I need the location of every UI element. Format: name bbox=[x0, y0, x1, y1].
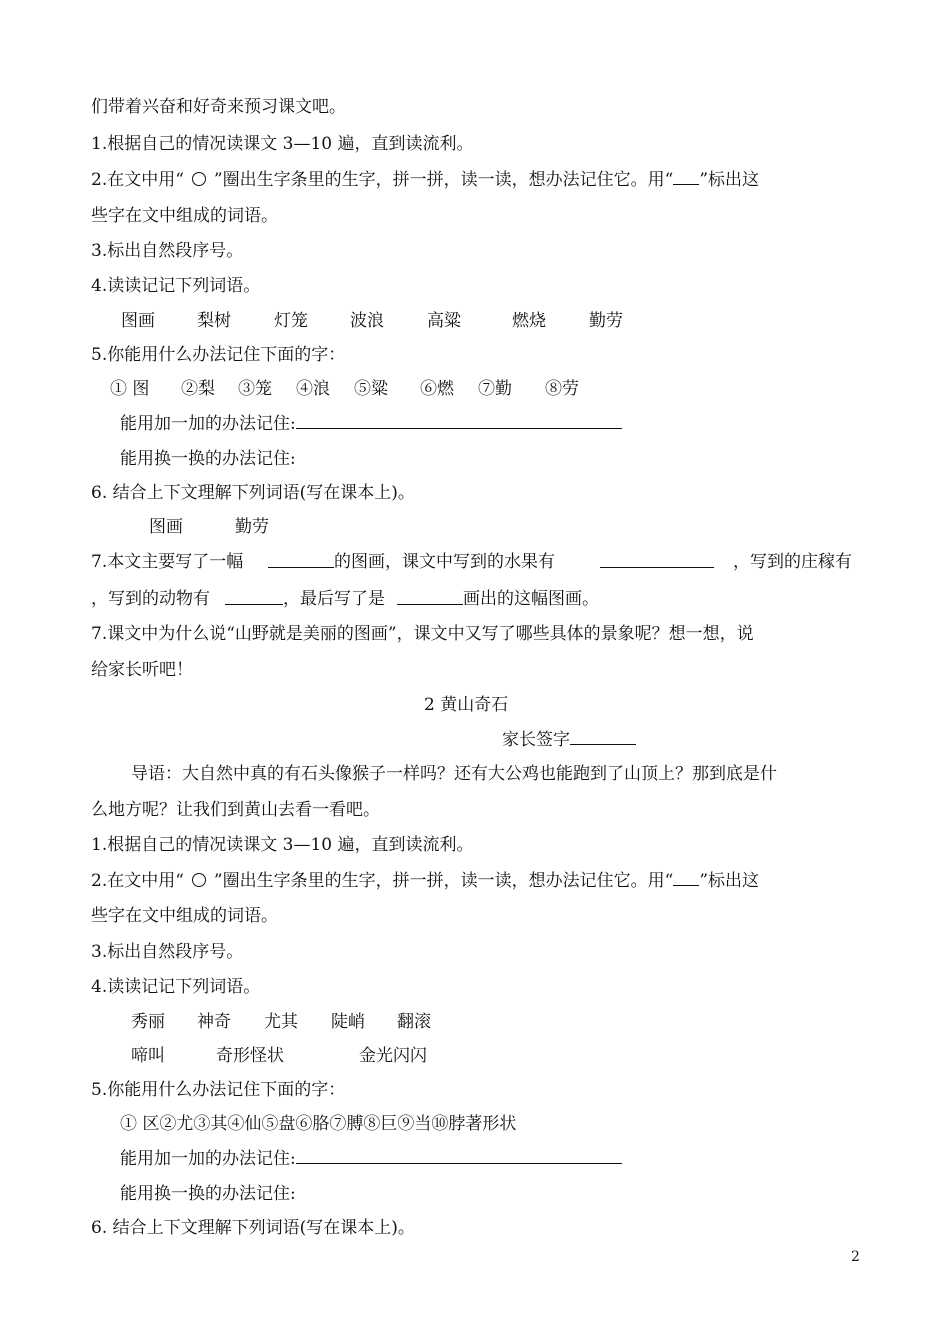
char-item: ⑥燃 bbox=[420, 379, 454, 399]
word-item: 金光闪闪 bbox=[359, 1046, 427, 1066]
s2-question-5: 5.你能用什么办法记住下面的字： bbox=[91, 1080, 346, 1100]
word-item: 尤其 bbox=[264, 1012, 298, 1032]
underline-icon bbox=[673, 871, 699, 886]
s1-question-6: 6. 结合上下文理解下列词语(写在课本上)。 bbox=[91, 483, 415, 503]
s1-question-7 bbox=[0, 551, 950, 573]
s1-q2-part-b: ”圈出生字条里的生字，拼一拼，读一读，想办法记住它。用“ bbox=[213, 170, 674, 190]
s2-char-list: ① 区②尤③其④仙⑤盘⑥胳⑦膊⑧巨⑨当⑩脖著形状 bbox=[120, 1114, 517, 1134]
word-item: 奇形怪状 bbox=[216, 1046, 284, 1066]
q7-part-a: 7.本文主要写了一幅 bbox=[91, 552, 244, 572]
s2-question-2 bbox=[91, 870, 759, 892]
s2-q2-part-a: 2.在文中用“ bbox=[91, 871, 184, 891]
char-item: ④浪 bbox=[296, 379, 330, 399]
s2-intro-cont: 么地方呢？让我们到黄山去看一看吧。 bbox=[91, 800, 380, 820]
s2-q2-part-c: ”标出这 bbox=[699, 871, 760, 891]
word-item: 高粱 bbox=[427, 311, 461, 331]
s2-add-method bbox=[120, 1148, 622, 1170]
s1-q2-part-c: ”标出这 bbox=[699, 170, 760, 190]
word-item: 图画 bbox=[149, 517, 183, 537]
word-item: 啼叫 bbox=[131, 1046, 165, 1066]
char-item: ②梨 bbox=[181, 379, 215, 399]
char-item: ⑤粱 bbox=[354, 379, 388, 399]
q7-part-b: 的图画，课文中写到的水果有 bbox=[334, 552, 555, 572]
s2-question-6: 6. 结合上下文理解下列词语(写在课本上)。 bbox=[91, 1218, 415, 1238]
word-item: 勤劳 bbox=[589, 311, 623, 331]
parent-sign-label: 家长签字 bbox=[502, 730, 570, 750]
word-item: 秀丽 bbox=[131, 1012, 165, 1032]
s1-question-4: 4.读读记记下列词语。 bbox=[91, 276, 261, 296]
s1-question-5: 5.你能用什么办法记住下面的字： bbox=[91, 345, 346, 365]
circle-icon bbox=[192, 172, 206, 186]
word-item: 梨树 bbox=[197, 311, 231, 331]
underline-icon bbox=[673, 170, 699, 185]
add-method-label: 能用加一加的办法记住: bbox=[120, 414, 296, 434]
answer-blank[interactable] bbox=[268, 553, 334, 568]
answer-blank[interactable] bbox=[296, 414, 622, 429]
char-item: ① 图 bbox=[110, 379, 150, 399]
s2-question-1: 1.根据自己的情况读课文 3—10 遍，直到读流利。 bbox=[91, 835, 474, 855]
s1-question-8-cont: 给家长听吧！ bbox=[91, 660, 193, 680]
answer-blank[interactable] bbox=[296, 1149, 622, 1164]
word-item: 灯笼 bbox=[274, 311, 308, 331]
s2-question-4: 4.读读记记下列词语。 bbox=[91, 977, 261, 997]
q7-part-c: ，写到的庄稼有 bbox=[733, 552, 852, 572]
s2-q2-part-b: ”圈出生字条里的生字，拼一拼，读一读，想办法记住它。用“ bbox=[213, 871, 674, 891]
answer-blank[interactable] bbox=[397, 590, 463, 605]
s2-intro: 导语：大自然中真的有石头像猴子一样吗？还有大公鸡也能跑到了山顶上？那到底是什 bbox=[131, 764, 777, 784]
intro-tail: 们带着兴奋和好奇来预习课文吧。 bbox=[91, 97, 346, 117]
q7-part-f: 画出的这幅图画。 bbox=[463, 589, 599, 609]
signature-blank[interactable] bbox=[570, 730, 636, 745]
s2-word-list-2 bbox=[0, 1045, 950, 1067]
q7-part-e: ，最后写了是 bbox=[283, 589, 385, 609]
word-item: 图画 bbox=[121, 311, 155, 331]
s1-question-7-cont bbox=[0, 588, 950, 610]
word-item: 勤劳 bbox=[235, 517, 269, 537]
word-item: 燃烧 bbox=[512, 311, 546, 331]
lesson-title: 2 黄山奇石 bbox=[424, 695, 509, 715]
char-item: ⑧劳 bbox=[545, 379, 579, 399]
s1-question-2 bbox=[91, 169, 759, 191]
s1-question-8: 7.课文中为什么说“山野就是美丽的图画”，课文中又写了哪些具体的景象呢？想一想，说 bbox=[91, 624, 754, 644]
answer-blank[interactable] bbox=[225, 590, 283, 605]
circle-icon bbox=[192, 873, 206, 887]
s1-char-list bbox=[0, 378, 950, 400]
s2-swap-method: 能用换一换的办法记住: bbox=[120, 1184, 296, 1204]
s1-q6-words bbox=[0, 516, 950, 538]
word-item: 波浪 bbox=[350, 311, 384, 331]
s1-swap-method: 能用换一换的办法记住: bbox=[120, 449, 296, 469]
s1-question-2-cont: 些字在文中组成的词语。 bbox=[91, 206, 278, 226]
s2-question-3: 3.标出自然段序号。 bbox=[91, 942, 244, 962]
char-item: ③笼 bbox=[238, 379, 272, 399]
word-item: 翻滚 bbox=[397, 1012, 431, 1032]
s1-word-list bbox=[0, 310, 950, 332]
s2-question-2-cont: 些字在文中组成的词语。 bbox=[91, 906, 278, 926]
word-item: 神奇 bbox=[197, 1012, 231, 1032]
answer-blank[interactable] bbox=[600, 553, 714, 568]
parent-signature bbox=[502, 729, 636, 751]
q7-part-d: ，写到的动物有 bbox=[91, 589, 210, 609]
add-method-label: 能用加一加的办法记住: bbox=[120, 1149, 296, 1169]
s2-word-list-1 bbox=[0, 1011, 950, 1033]
s1-question-3: 3.标出自然段序号。 bbox=[91, 241, 244, 261]
char-item: ⑦勤 bbox=[478, 379, 512, 399]
s1-add-method bbox=[120, 413, 622, 435]
page-number: 2 bbox=[851, 1249, 860, 1265]
s1-q2-part-a: 2.在文中用“ bbox=[91, 170, 184, 190]
s1-question-1: 1.根据自己的情况读课文 3—10 遍，直到读流利。 bbox=[91, 134, 474, 154]
word-item: 陡峭 bbox=[331, 1012, 365, 1032]
